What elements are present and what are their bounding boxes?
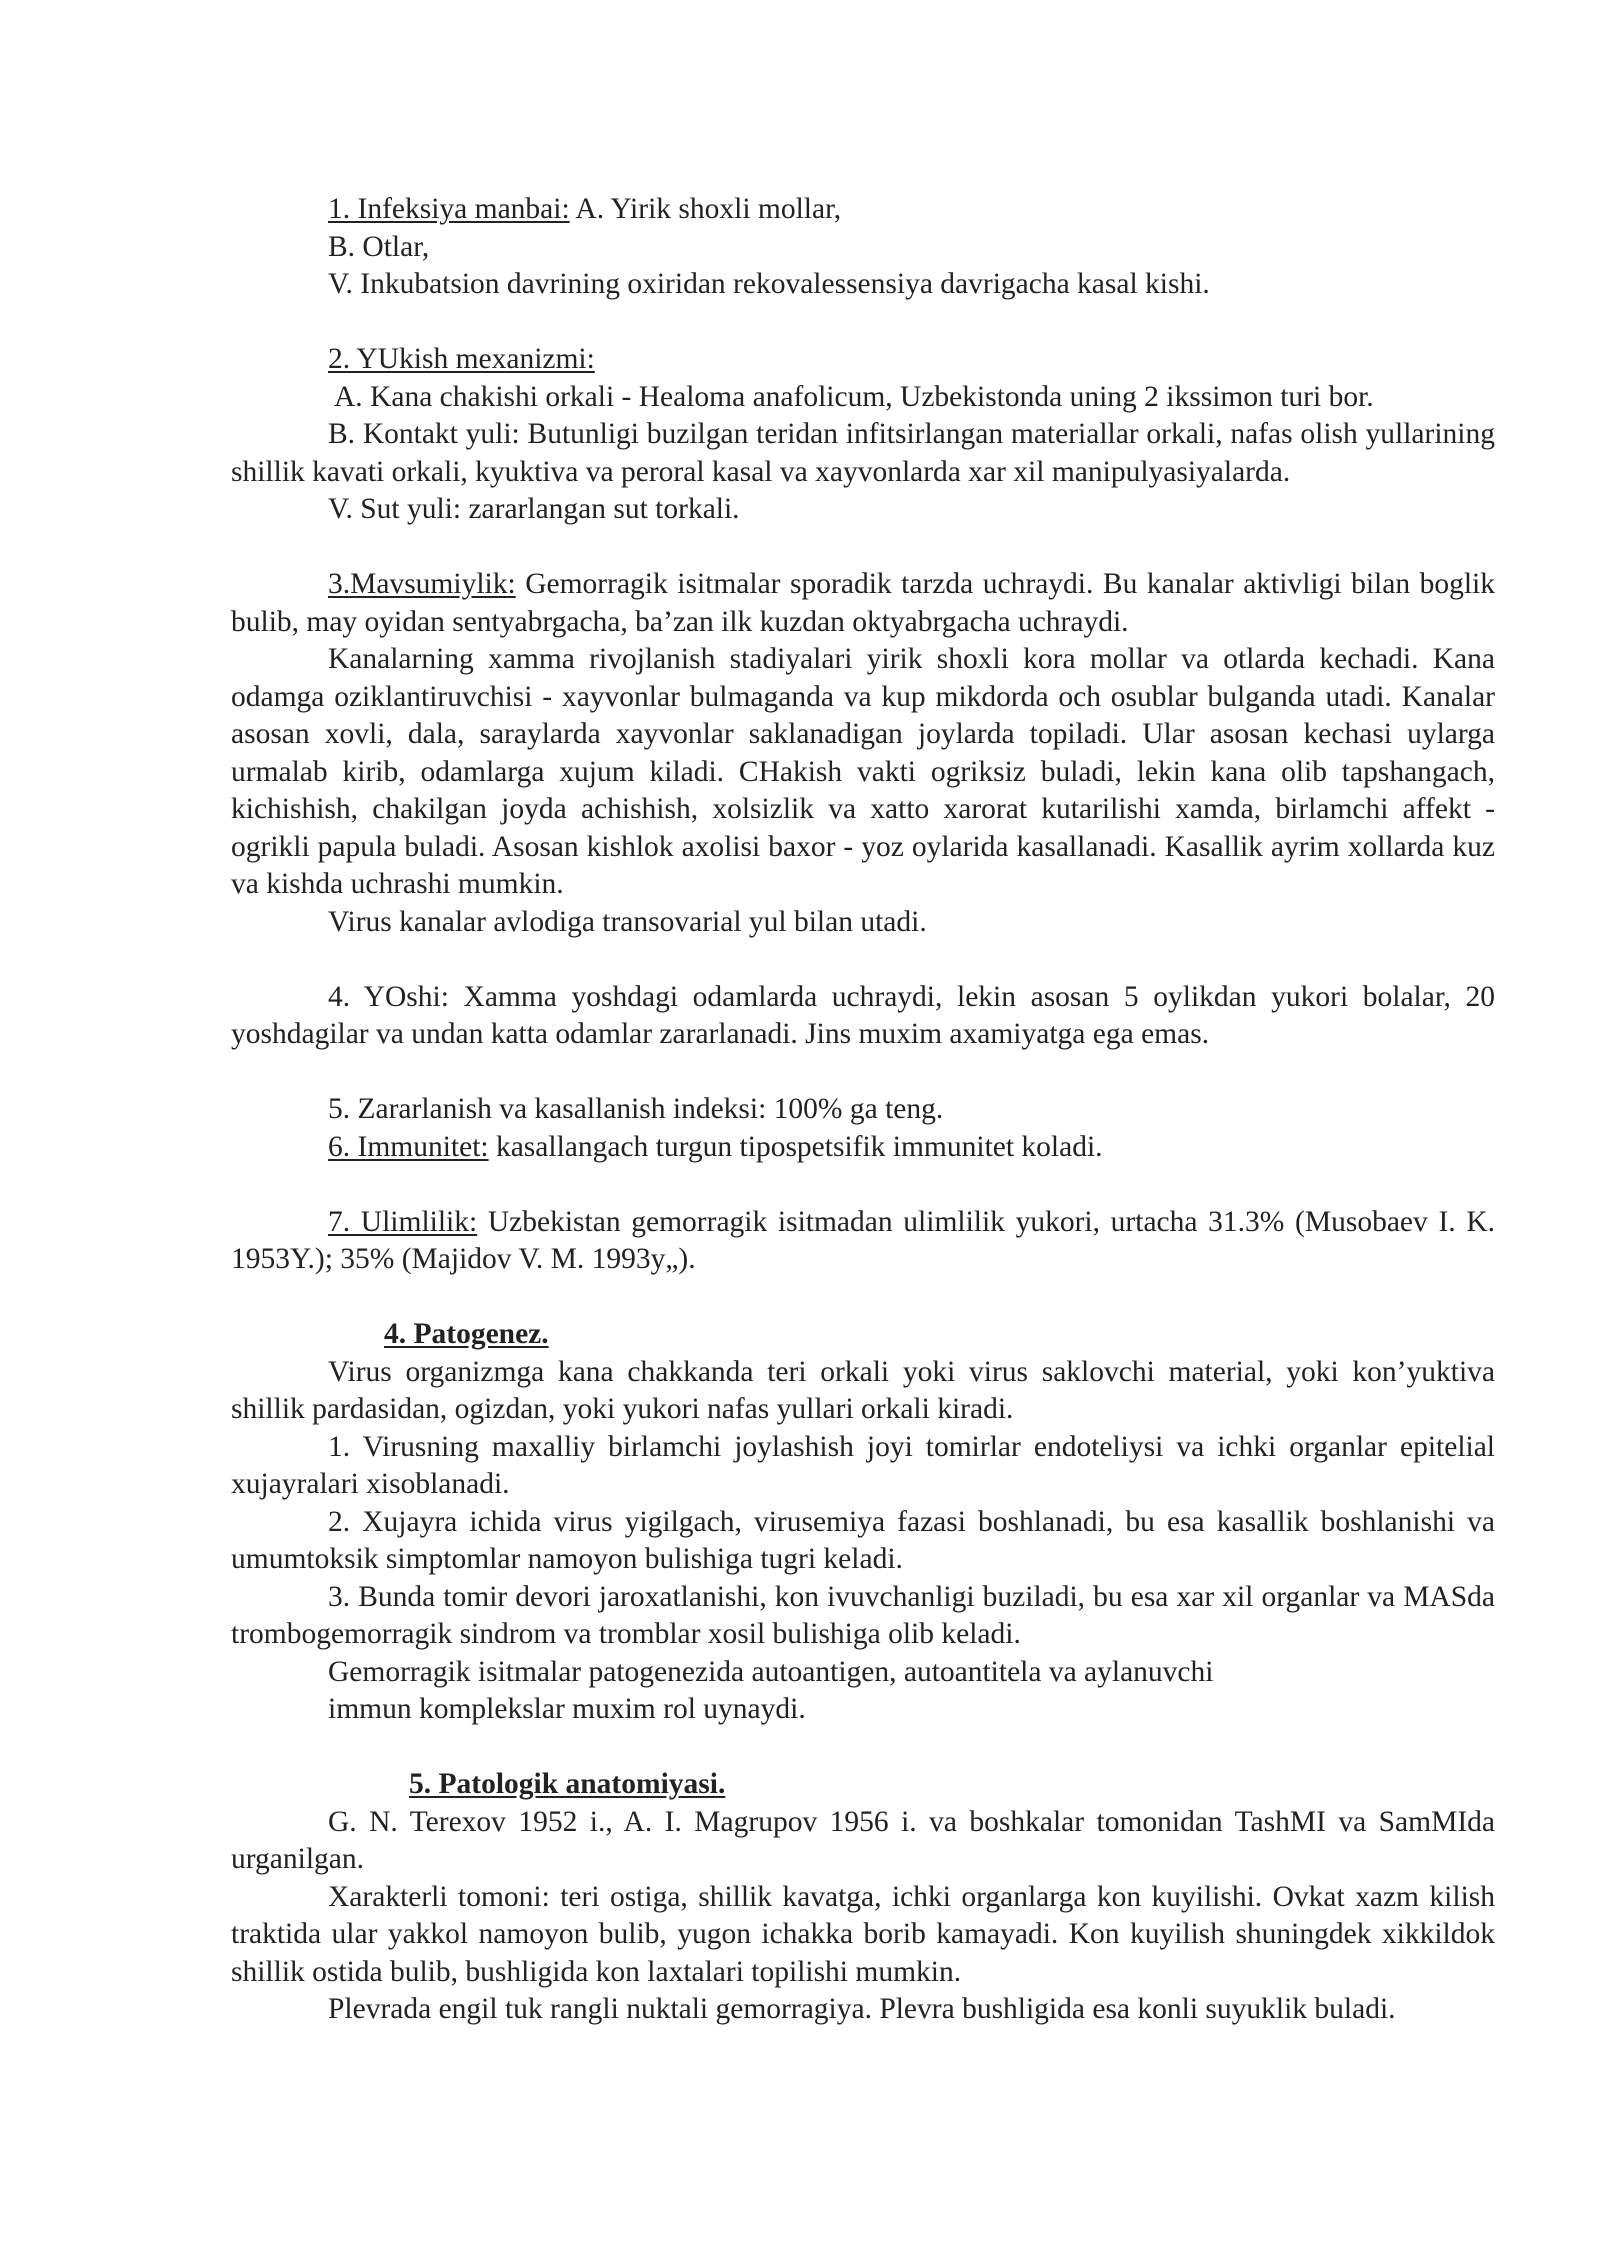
anatomy-p1: G. N. Terexov 1952 i., A. I. Magrupov 1956 i. va boshkalar tomonidan TashMI va SamMIda urganilgan. — [231, 1805, 1495, 1875]
immunity-paragraph — [231, 1129, 1495, 1167]
document-page — [231, 191, 1495, 2029]
index-paragraph: 5. Zararlanish va kasallanish indeksi: 100% ga teng. — [328, 1093, 944, 1125]
seasonality-paragraph — [231, 566, 1495, 641]
transmission-label: 2. YUkish mexanizmi: — [328, 343, 595, 375]
transmission-heading — [231, 341, 1495, 379]
mortality-text: Uzbekistan gemorragik isitmadan ulimlilik yukori, urtacha 31.3% (Musobaev I. K. 1953Y.); 35% (Majidov V. M. 1993y„). — [231, 1205, 1496, 1275]
spacer — [231, 1279, 1495, 1317]
transmission-b: B. Kontakt yuli: Butunligi buzilgan teridan infitsirlangan materiallar orkali, nafas olish yullarining shillik kavati orkali, kyuktiva va peroral kasal va xayvonlarda xar xil manipulyasiyalarda. — [231, 418, 1495, 488]
transovarial-paragraph: Virus kanalar avlodiga transovarial yul bilan utadi. — [328, 905, 927, 938]
spacer — [231, 1054, 1495, 1092]
infection-source-a: A. Yirik shoxli mollar, — [569, 193, 842, 225]
transmission-v: V. Sut yuli: zararlangan sut torkali. — [328, 493, 740, 525]
spacer — [231, 1166, 1495, 1204]
pathogenesis-heading-line — [231, 1316, 1495, 1354]
seasonality-text: Gemorragik isitmalar sporadik tarzda uchraydi. Bu kanalar aktivligi bilan boglik bulib, may oyidan sentyabrgacha, ba’zan ilk kuzdan oktyabrgacha uchraydi. — [231, 568, 1495, 638]
immunity-text: kasallangach turgun tipospetsifik immunitet koladi. — [488, 1130, 1103, 1163]
immunity-label: 6. Immunitet: — [328, 1130, 489, 1163]
seasonality-label: 3.Mavsumiylik: — [328, 568, 516, 600]
spacer — [231, 304, 1495, 342]
anatomy-heading: 5. Patologik anatomiyasi. — [409, 1768, 726, 1800]
mortality-paragraph — [231, 1204, 1495, 1279]
age-paragraph: 4. YOshi: Xamma yoshdagi odamlarda uchraydi, lekin asosan 5 oylikdan yukori bolalar, 20 yoshdagilar va undan katta odamlar zararlanadi. Jins muxim axamiyatga ega emas. — [231, 980, 1495, 1050]
anatomy-heading-line — [231, 1766, 1495, 1804]
infection-source-line — [231, 191, 1495, 229]
pathogenesis-p5a: Gemorragik isitmalar patogenezida autoantigen, autoantitela va aylanuvchi — [328, 1655, 1214, 1688]
anatomy-p3: Plevrada engil tuk rangli nuktali gemorragiya. Plevra bushligida esa konli suyuklik buladi. — [328, 1993, 1396, 2025]
infection-source-v: V. Inkubatsion davrining oxiridan rekovalessensiya davrigacha kasal kishi. — [328, 268, 1210, 300]
spacer — [231, 1729, 1495, 1767]
mortality-label: 7. Ulimlilik: — [328, 1205, 478, 1238]
spacer — [231, 529, 1495, 567]
pathogenesis-heading: 4. Patogenez. — [384, 1318, 549, 1350]
transmission-a: A. Kana chakishi orkali - Healoma anafolicum, Uzbekistonda uning 2 ikssimon turi bor. — [334, 380, 1374, 413]
pathogenesis-p1: Virus organizmga kana chakkanda teri orkali yoki virus saklovchi material, yoki kon’yuktiva shillik pardasidan, ogizdan, yoki yukori nafas yullari orkali kiradi. — [231, 1355, 1495, 1425]
pathogenesis-p2: 1. Virusning maxalliy birlamchi joylashish joyi tomirlar endoteliysi va ichki organlar epitelial xujayralari xisoblanadi. — [231, 1430, 1495, 1500]
pathogenesis-p3: 2. Xujayra ichida virus yigilgach, virusemiya fazasi boshlanadi, bu esa kasallik boshlanishi va umumtoksik simptomlar namoyon bulishiga tugri keladi. — [231, 1505, 1495, 1575]
pathogenesis-p4: 3. Bunda tomir devori jaroxatlanishi, kon ivuvchanligi buziladi, bu esa xar xil organlar va MASda trombogemorragik sindrom va tromblar xosil bulishiga olib keladi. — [231, 1580, 1495, 1650]
infection-source-b: B. Otlar, — [328, 230, 430, 263]
ticks-paragraph: Kanalarning xamma rivojlanish stadiyalari yirik shoxli kora mollar va otlarda kechadi. Kana odamga oziklantiruvchisi - xayvonlar bulmaganda va kup mikdorda och osublar bulganda utadi. Kanalar asosan xovli, dala, saraylarda xayvonlar saklanadigan joylarda topiladi. Ular asosan kechasi uylarga urmalab kirib, odamlarga xujum kiladi. CHakish vakti ogriksiz buladi, lekin kana olib tapshangach, kichishish, chakilgan joyda achishish, xolsizlik va xatto xarorat kutarilishi xamda, birlamchi affekt - ogrikli papula buladi. Asosan kishlok axolisi baxor - yoz oylarida kasallanadi. Kasallik ayrim xollarda kuz va kishda uchrashi mumkin. — [231, 643, 1495, 900]
anatomy-p2: Xarakterli tomoni: teri ostiga, shillik kavatga, ichki organlarga kon kuyilishi. Ovkat xazm kilish traktida ular yakkol namoyon bulib, yugon ichakka borib kamayadi. Kon kuyilish shuningdek xikkildok shillik ostida bulib, bushligida kon laxtalari topilishi mumkin. — [231, 1880, 1495, 1988]
infection-source-label: 1. Infeksiya manbai: — [328, 193, 570, 225]
pathogenesis-p5b: immun komplekslar muxim rol uynaydi. — [328, 1693, 806, 1725]
spacer — [231, 941, 1495, 979]
